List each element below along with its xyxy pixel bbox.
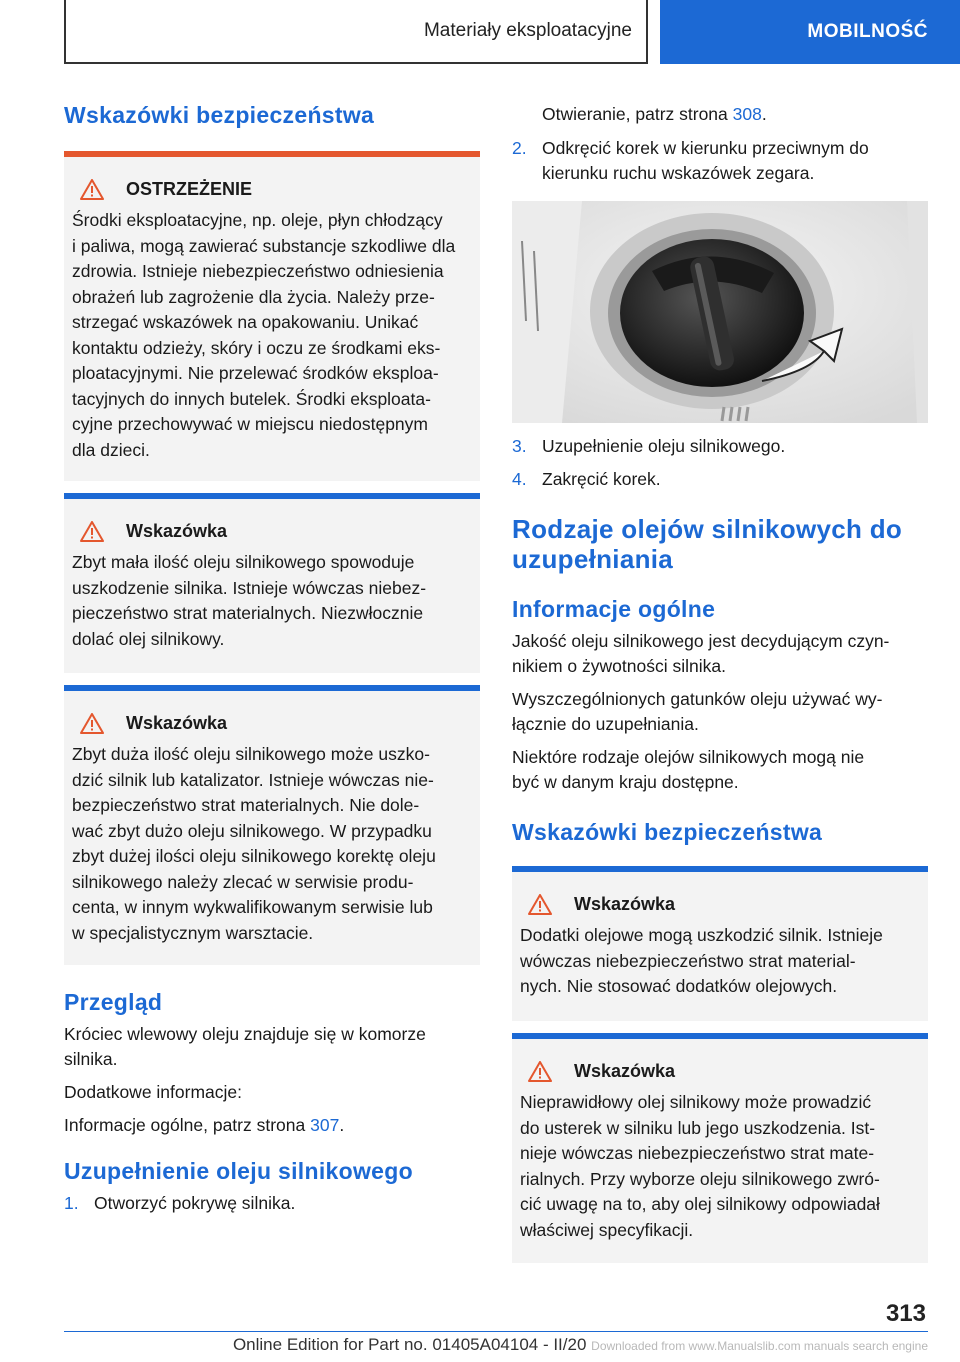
step-3: 3. Uzupełnienie oleju silnikowego. — [512, 436, 786, 456]
warning-title: OSTRZEŻENIE — [126, 179, 253, 199]
step-1: 1. Otworzyć pokrywę silnika. — [64, 1193, 296, 1213]
note-title: Wskazówka — [126, 521, 228, 541]
warning-title-row — [72, 179, 472, 200]
safety-heading: Wskazówki bezpieczeństwa — [64, 102, 375, 128]
note-box-3 — [512, 866, 928, 1021]
warning-triangle-icon — [80, 521, 104, 542]
overview-text: Króciec wlewowy oleju znajduje się w komorze silnika. — [64, 1024, 426, 1069]
warning-triangle-icon — [80, 179, 104, 200]
warning-triangle-icon — [528, 1061, 552, 1082]
oil-cap-photo — [512, 201, 928, 423]
note-title: Wskazówka — [574, 894, 676, 914]
page-number: 313 — [885, 1300, 926, 1327]
running-header-section — [64, 0, 648, 64]
right-column-lower — [512, 434, 928, 1263]
note-box-4 — [512, 1033, 928, 1263]
footer-rule — [64, 1331, 928, 1332]
page-link-308[interactable]: 308 — [732, 104, 762, 124]
warning-triangle-icon — [528, 894, 552, 915]
chapter-title: MOBILNOŚĆ — [807, 21, 928, 42]
safety-heading-2: Wskazówki bezpieczeństwa — [512, 819, 823, 845]
refill-heading: Uzupełnienie oleju silnikowego — [64, 1158, 413, 1184]
warning-triangle-icon — [80, 713, 104, 734]
footer-edition: Online Edition for Part no. 01405A04104 - II/20 Downloaded from www.Manualslib.com manuals search engine — [232, 1335, 928, 1354]
note-box-1 — [64, 493, 480, 673]
note-title: Wskazówka — [126, 713, 228, 733]
general-info-heading: Informacje ogólne — [512, 596, 716, 622]
right-column — [512, 102, 928, 186]
chapter-tab — [660, 0, 960, 64]
section-title: Materiały eksploatacyjne — [423, 20, 632, 41]
note-text: Zbyt duża ilość oleju silnikowego może uszko- dzić silnik lub katalizator. Istnieje wówczas nie- bezpieczeństwo strat materialnych. Nie dole- wać zbyt dużo oleju silnikowego. W przypadku zbyt dużej ilości oleju silnikowego korektę oleju silnikowego należy zlecać w serwisie produ- centa, w innym wykwalifikowanym serwisie lub w specjalistycznym warsztacie. — [72, 744, 436, 943]
left-column — [64, 102, 480, 1216]
overview-heading: Przegląd — [64, 989, 163, 1015]
note-text: Nieprawidłowy olej silnikowy może prowadzić do usterek w silniku lub jego uszkodzenia. Ist- nieje wówczas niebezpieczeństwo strat mate- rialnych. Przy wyborze oleju silnikowego zwró- cić uwagę na to, aby olej silnikowy odpowiadał właściwej specyfikacji. — [520, 1092, 880, 1240]
extra-info-label: Dodatkowe informacje: — [64, 1082, 242, 1102]
step-1-continued: Otwieranie, patrz strona 308. — [542, 104, 767, 124]
step-4: 4. Zakręcić korek. — [512, 469, 661, 489]
note-box-2 — [64, 685, 480, 965]
paragraph-quality: Jakość oleju silnikowego jest decydującym czyn- nikiem o żywotności silnika. — [512, 631, 890, 676]
paragraph-availability: Niektóre rodzaje olejów silnikowych mogą nie być w danym kraju dostępne. — [512, 747, 865, 792]
warning-box — [64, 151, 480, 481]
warning-text: Środki eksploatacyjne, np. oleje, płyn chłodzący i paliwa, mogą zawierać substancje szkodliwe dla zdrowia. Istnieje niebezpieczeństwo odniesienia obrażeń lub zagrożenie dla życia. Należy prze- strzegać wskazówek na opakowaniu. Unikać kontaktu odzieży, skóry i oczu ze środkami eks- ploatacyjnymi. Nie przelewać środków eksploa- tacyjnych do innych butelek. Środki eksploata- cyjne przechowywać w miejscu niedostępnym dla dzieci. — [72, 210, 456, 460]
note-text: Zbyt mała ilość oleju silnikowego spowoduje uszkodzenie silnika. Istnieje wówczas niebez- pieczeństwo strat materialnych. Niezwłocznie dolać olej silnikowy. — [72, 552, 427, 649]
oil-types-heading: Rodzaje olejów silnikowych do uzupełniania — [512, 514, 903, 574]
page-link-307[interactable]: 307 — [310, 1115, 340, 1135]
paragraph-grades: Wyszczególnionych gatunków oleju używać wy- łącznie do uzupełniania. — [512, 689, 883, 734]
step-2: 2. Odkręcić korek w kierunku przeciwnym do kierunku ruchu wskazówek zegara. — [512, 138, 869, 183]
watermark-text: Downloaded from www.Manualslib.com manuals search engine — [591, 1339, 928, 1353]
reference-line: Informacje ogólne, patrz strona 307. — [64, 1115, 345, 1135]
note-text: Dodatki olejowe mogą uszkodzić silnik. Istnieje wówczas niebezpieczeństwo strat material- nych. Nie stosować dodatków olejowych. — [520, 925, 883, 996]
note-title: Wskazówka — [574, 1061, 676, 1081]
